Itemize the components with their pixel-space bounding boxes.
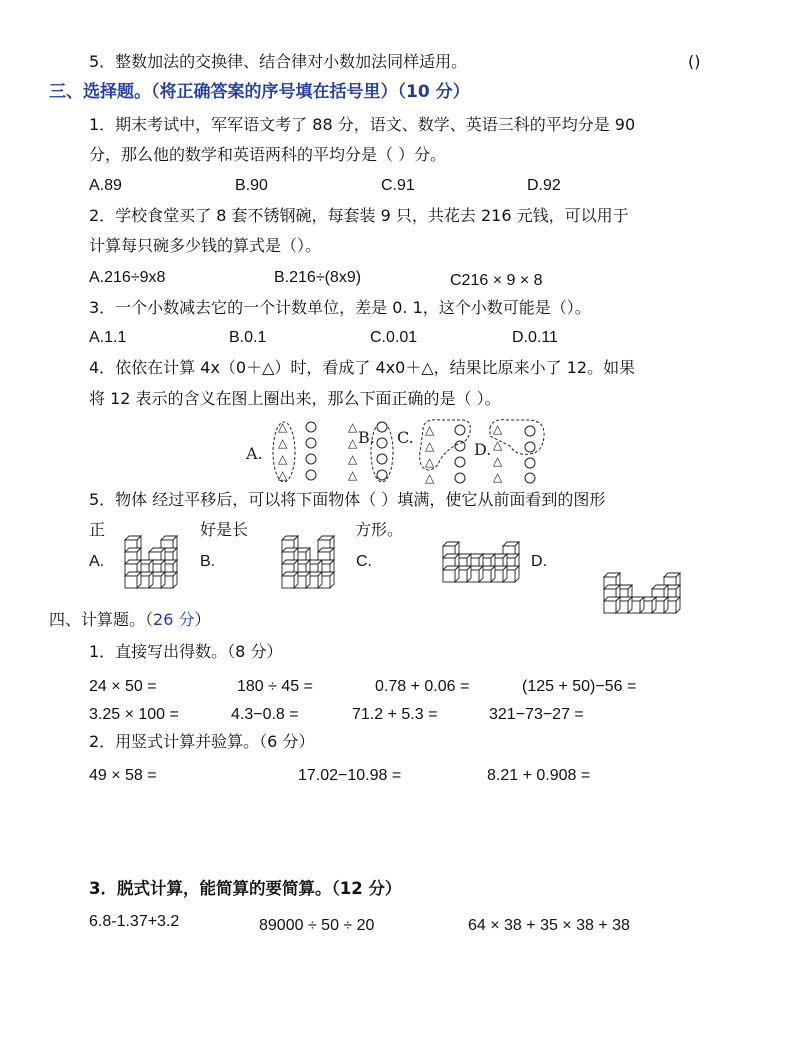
q4-label-a: A. (246, 444, 263, 463)
q3-option-a: A.1.1 (89, 329, 127, 346)
calc3-item: 64 × 38 + 35 × 38 + 38 (468, 917, 630, 934)
q2-option-a: A.216÷9x8 (89, 269, 166, 286)
calc1-item: 24 × 50 = (89, 678, 157, 695)
calc2-item: 49 × 58 = (89, 767, 157, 784)
cube (125, 576, 137, 588)
calc1-title: 1．直接写出得数。（8 分） (89, 642, 283, 661)
q4-label-c: C. (397, 428, 414, 447)
calc2-title: 2．用竖式计算并验算。（6 分） (89, 732, 315, 751)
svg-text:△: △ (493, 438, 503, 452)
q3-line1: 3．一个小数减去它的一个计数单位，差是 0. 1，这个小数可能是（）。 (89, 298, 591, 317)
q3-option-d: D.0.11 (512, 329, 558, 346)
cube (443, 570, 455, 582)
q2-line1: 2．学校食堂买了 8 套不锈钢碗，每套装 9 只，共花去 216 元钱，可以用于 (89, 206, 629, 225)
calc2-item: 17.02−10.98 = (298, 767, 402, 784)
q5-figure-a (125, 536, 177, 588)
q2-line2: 计算每只碗多少钱的算式是（）。 (89, 236, 322, 255)
q1-line2: 分，那么他的数学和英语两科的平均分是（ ）分。 (89, 145, 447, 164)
q1-option-a: A.89 (89, 177, 122, 194)
cube (282, 576, 294, 588)
calc3-item: 89000 ÷ 50 ÷ 20 (259, 917, 375, 934)
svg-text:△: △ (425, 471, 435, 485)
q5-frag3: 方形。 (355, 520, 404, 539)
q4-label-d: D. (474, 440, 492, 459)
svg-text:△: △ (425, 455, 435, 469)
svg-text:△: △ (425, 439, 435, 453)
calc1-item: 0.78 + 0.06 = (375, 678, 470, 695)
calc1-item: 71.2 + 5.3 = (352, 706, 438, 723)
svg-text:△: △ (278, 468, 288, 482)
q4-label-b: B. (358, 428, 375, 447)
calc2-item: 8.21 + 0.908 = (487, 767, 591, 784)
calc1-item: 321−73−27 = (489, 706, 584, 723)
svg-text:△: △ (278, 452, 288, 466)
svg-text:△: △ (493, 454, 503, 468)
svg-text:△: △ (348, 468, 358, 482)
svg-text:△: △ (348, 436, 358, 450)
q1-line1: 1．期末考试中，军军语文考了 88 分，语文、数学、英语三科的平均分是 90 (89, 115, 636, 134)
q5-option-b: B. (200, 553, 216, 570)
calc1-item: 3.25 × 100 = (89, 706, 179, 723)
calc1-item: 4.3−0.8 = (231, 706, 299, 723)
svg-text:△: △ (493, 470, 503, 484)
calc1-item: (125 + 50)−56 = (522, 678, 637, 695)
q5-option-a: A. (89, 553, 105, 570)
svg-text:△: △ (493, 422, 503, 436)
q4-line2: 将 12 表示的含义在图上圈出来，那么下面正确的是（ ）。 (89, 389, 501, 408)
q5-option-c: C. (356, 553, 372, 570)
q3-option-b: B.0.1 (229, 329, 267, 346)
calc3-item: 6.8-1.37+3.2 (89, 913, 180, 930)
q4-line1: 4．依依在计算 4x（0＋△）时，看成了 4x0＋△，结果比原来小了 12。如果 (89, 358, 636, 377)
q5-option-d: D. (531, 553, 547, 570)
tf-question-5: 5．整数加法的交换律、结合律对小数加法同样适用。 (89, 52, 468, 71)
answer-bracket: () (688, 52, 701, 71)
q5-frag1: 正 (89, 520, 106, 539)
q1-option-c: C.91 (381, 177, 415, 194)
svg-text:△: △ (348, 452, 358, 466)
q5-figure-c (443, 542, 519, 582)
svg-text:△: △ (348, 420, 358, 434)
q3-option-c: C.0.01 (370, 329, 418, 346)
q2-option-b: B.216÷(8x9) (274, 269, 362, 286)
q5-frag2: 好是长 (200, 520, 249, 539)
svg-text:△: △ (425, 423, 435, 437)
section-4-title: 四、计算题。（26 分） (49, 610, 211, 629)
cube (604, 601, 616, 613)
q5-line1: 5．物体 经过平移后，可以将下面物体（ ）填满，使它从前面看到的图形 (89, 490, 606, 509)
q5-figure-d (604, 573, 680, 613)
calc1-item: 180 ÷ 45 = (237, 678, 313, 695)
section-3-title: 三、选择题。（将正确答案的序号填在括号里）（10 分） (49, 82, 470, 102)
svg-text:△: △ (278, 436, 288, 450)
q1-option-d: D.92 (527, 177, 561, 194)
q5-figure-b (282, 536, 334, 588)
q2-option-c: C216 × 9 × 8 (450, 272, 543, 289)
svg-text:△: △ (278, 420, 288, 434)
calc3-title: 3．脱式计算，能简算的要简算。（12 分） (89, 879, 402, 898)
q1-option-b: B.90 (235, 177, 268, 194)
